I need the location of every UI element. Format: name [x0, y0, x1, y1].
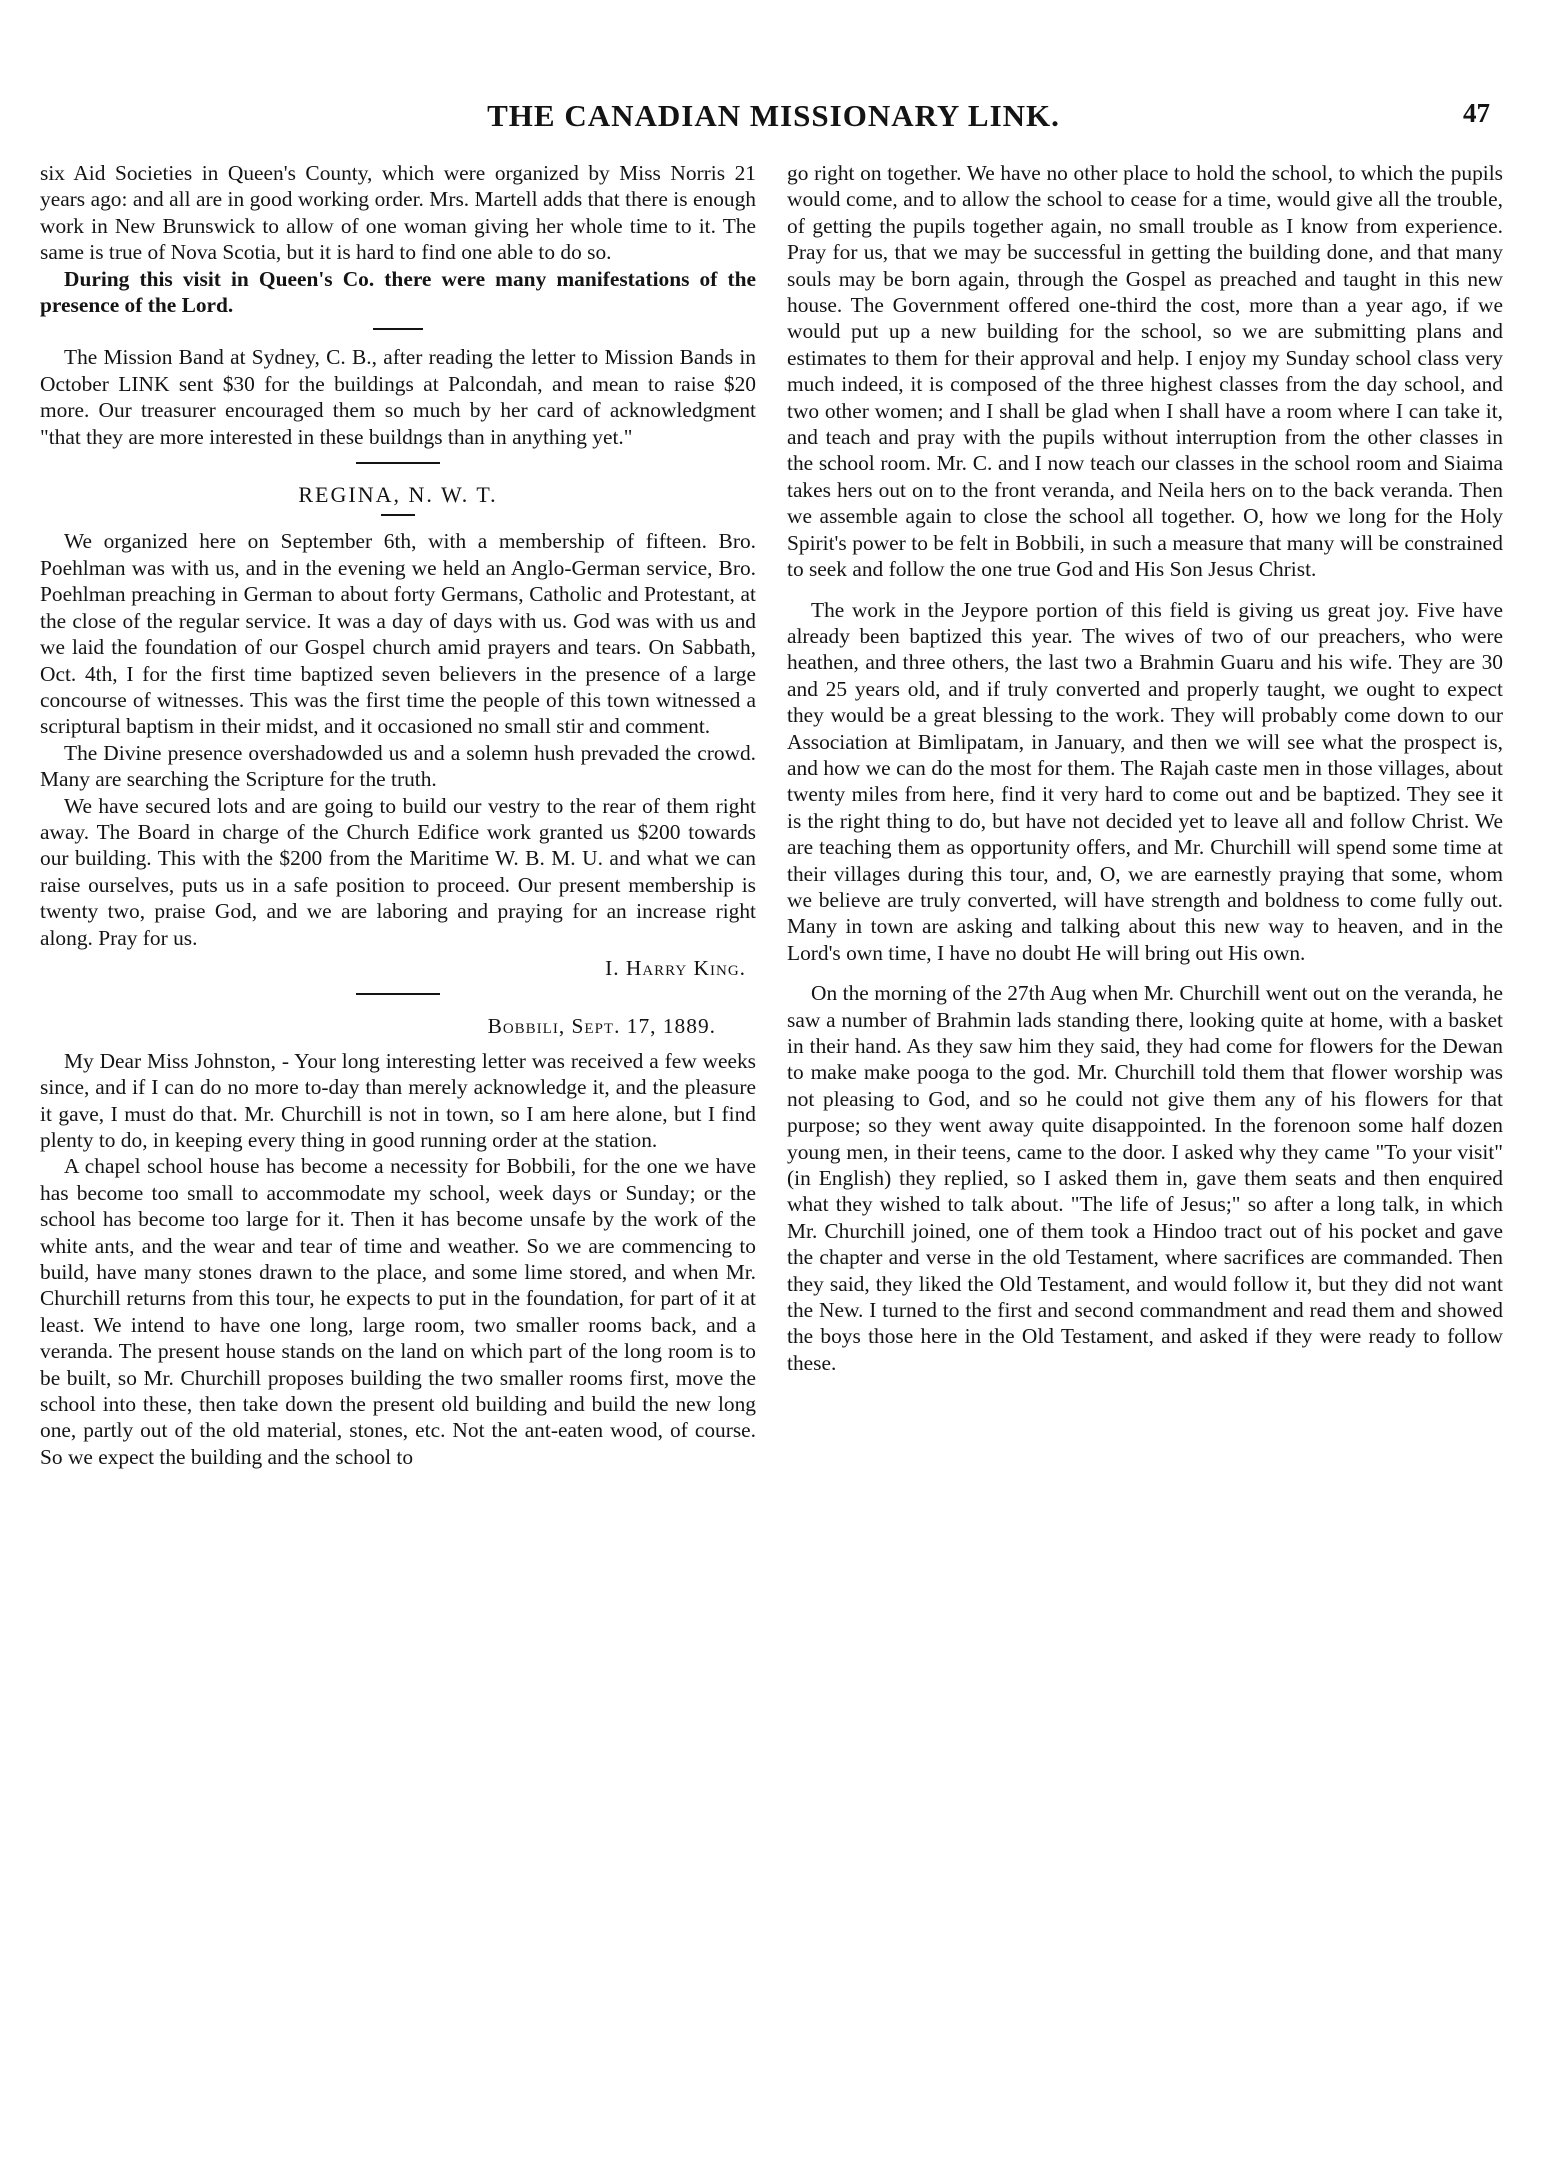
paragraph-regina-organized: We organized here on September 6th, with a membership of fifteen. Bro. Poehlman was with us, and in the evening we held an Anglo-German service, Bro. Poehlman preaching in German to about forty Germans, Catholic and Protestant, at the close of the regular service. It was a day of days with us. God was with us and we laid the foundation of our Gospel church amid prayers and tears. On Sabbath, Oct. 4th, I for the first time baptized seven believers in the presence of a large concourse of witnesses. This was the first time the people of this town witnessed a scriptural baptism in their midst, and it occasioned no small stir and comment.: [40, 529, 756, 739]
section-divider: [356, 993, 440, 995]
left-column: [40, 160, 756, 1470]
page-number: 47: [1463, 98, 1490, 128]
letter-dateline: Bobbili, Sept. 17, 1889.: [487, 1014, 716, 1039]
section-divider: [356, 462, 440, 464]
paragraph-dear-miss-johnston: My Dear Miss Johnston, - Your long interesting letter was received a few weeks since, and if I can do no more to-day than merely acknowledge it, and the pleasure it gave, I must do that. Mr. Churchill is not in town, so I am here alone, but I find plenty to do, in keeping every thing in good running order at the station.: [40, 1048, 756, 1152]
paragraph-jeypore-work: The work in the Jeypore portion of this field is giving us great joy. Five have already been baptized this year. The wives of two of our preachers, who were heathen, and three others, the last two a Brahmin Guaru and his wife. They are 30 and 25 years old, and if truly converted and properly taught, we ought to expect they would be a great blessing to the work. They will probably come down to our Association at Bimlipatam, in January, and then we will see what the prospect is, and how we can do the most for them. The Rajah caste men in those villages, about twenty miles from here, find it very hard to come out and be baptized. They see it is the right thing to do, but have not decided yet to leave all and follow Christ. We are teaching them as opportunity offers, and Mr. Churchill will spend some time at their villages during this tour, and, O, we are earnestly praying that some, whom we believe are truly converted, will have strength and boldness to come fully out. Many in town are asking and talking about this new way to heaven, and in the Lord's own time, I have no doubt He will bring out His own.: [787, 597, 1503, 965]
paragraph-gap: [787, 966, 1503, 980]
paragraph-manifestations: During this visit in Queen's Co. there were many manifestations of the presence of the Lord.: [40, 266, 756, 318]
paragraph-brahmin-lads: On the morning of the 27th Aug when Mr. Churchill went out on the veranda, he saw a number of Brahmin lads standing there, looking quite at home, with a basket in their hand. As they saw him they said, they had come for flowers for the Dewan to make make pooga to the god. Mr. Churchill told them that flower worship was not pleasing to God, and so he could not give them any of his flowers for that purpose; so they went away quite disappointed. In the forenoon some half dozen young men, in their teens, came to the door. I asked why they came "To your visit" (in English) they replied, so I asked them in, gave them seats and then enquired what they wished to talk about. "The life of Jesus;" so after a long talk, in which Mr. Churchill joined, one of them took a Hindoo tract out of his pocket and gave the chapter and verse in the old Testament, where sacrifices are commanded. Then they said, they liked the Old Testament, and would follow it, but they did not want the New. I turned to the first and second commandment and read them and showed the boys those here in the Old Testament, and asked if they were ready to follow these.: [787, 981, 1503, 1375]
paragraph-sydney-mission-band: The Mission Band at Sydney, C. B., after reading the letter to Mission Bands in October LINK sent $30 for the buildings at Palcondah, and mean to raise $20 more. Our treasurer encouraged them so much by her card of acknowledgment "that they are more interested in these buildngs than in anything yet.": [40, 345, 756, 449]
paragraph-go-right-on: go right on together. We have no other place to hold the school, to which the pupils would come, and to allow the school to cease for a time, would give all the trouble, of getting the pupils together again, no small trouble as I know from experience. Pray for us, that we may be successful in getting the building done, and that many souls may be born again, through the Gospel as preached and taught in this new house. The Government offered one-third the cost, more than a year ago, if we would put up a new building for the school, so we are submitting plans and estimates to them for their approval and help. I enjoy my Sunday school class very much indeed, it is composed of the three highest classes from the day school, and two other women; and I shall be glad when I shall have a room where I can take it, and teach and pray with the pupils without interruption from the other classes in the school room. Mr. C. and I now teach our classes in the school room and Siaima takes hers out on to the front veranda, and Neila hers on to the back veranda. Then we assemble again to close the school all together. O, how we long for the Holy Spirit's power to be felt in Bobbili, in such a measure that many will be constrained to seek and follow the one true God and His Son Jesus Christ.: [787, 161, 1503, 582]
page-header: [0, 98, 1547, 142]
right-column: [787, 160, 1503, 1376]
publication-title: THE CANADIAN MISSIONARY LINK.: [487, 98, 1060, 133]
letter-signature: I. Harry King.: [605, 955, 746, 980]
paragraph-secured-lots: We have secured lots and are going to build our vestry to the rear of them right away. The Board in charge of the Church Edifice work granted us $200 towards our building. This with the $200 from the Maritime W. B. M. U. and what we can raise ourselves, puts us in a safe position to proceed. Our present membership is twenty two, praise God, and we are laboring and praying for an increase right along. Pray for us.: [40, 793, 756, 950]
paragraph-gap: [787, 583, 1503, 597]
heading-divider: [381, 514, 415, 516]
paragraph-divine-presence: The Divine presence overshadowded us and a solemn hush prevaded the crowd. Many are searching the Scripture for the truth.: [40, 740, 756, 792]
paragraph-queens-county: six Aid Societies in Queen's County, which were organized by Miss Norris 21 years ago: and all are in good working order. Mrs. Martell adds that there is enough work in New Brunswick to allow of one woman giving her whole time to it. The same is true of Nova Scotia, but it is hard to find one able to do so.: [40, 161, 756, 265]
section-heading-regina: REGINA, N. W. T.: [298, 482, 498, 508]
paragraph-chapel-school-house: A chapel school house has become a necessity for Bobbili, for the one we have has become too small to accommodate my school, week days or Sunday; or the school has become too large for it. Then it has become unsafe by the work of the white ants, and the wear and tear of time and weather. So we are commencing to build, have many stones drawn to the place, and some lime stored, and when Mr. Churchill returns from this tour, he expects to put in the foundation, for part of it at least. We intend to have one long, large room, two smaller rooms back, and a veranda. The present house stands on the land on which part of the long room is to be built, so Mr. Churchill proposes building the two smaller rooms first, move the school into these, then take down the present old building and build the new long one, partly out of the old material, stones, etc. Not the ant-eaten wood, of course. So we expect the building and the school to: [40, 1154, 756, 1469]
section-divider: [373, 328, 423, 330]
